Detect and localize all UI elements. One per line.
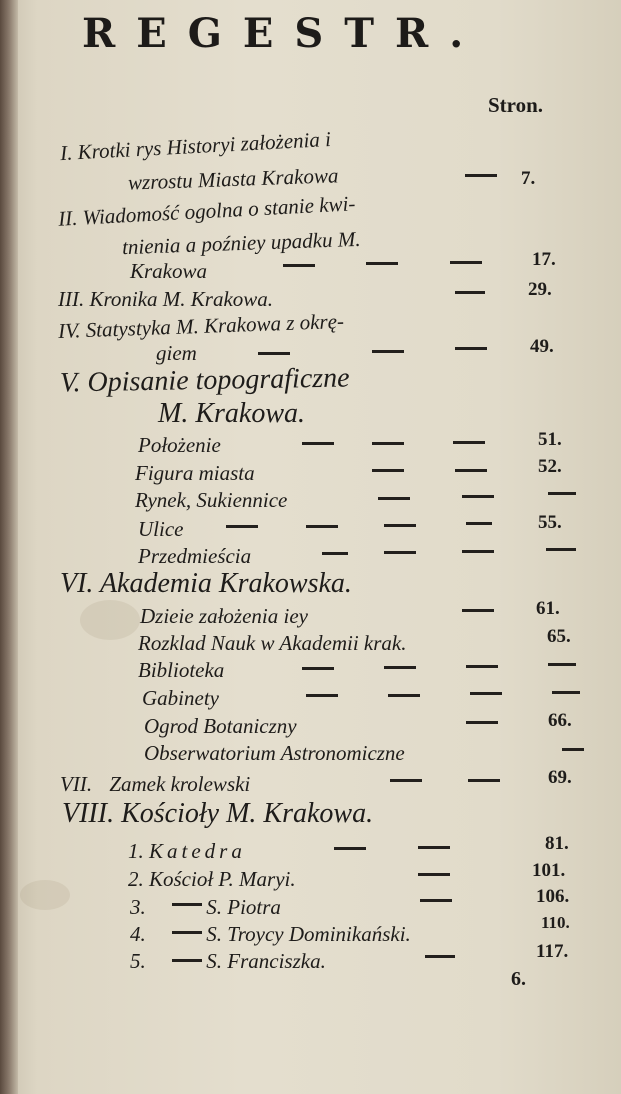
leader-dash <box>378 497 410 500</box>
leader-dash <box>418 846 450 849</box>
leader-dash <box>455 347 487 350</box>
leader-dash <box>384 551 416 554</box>
roman-numeral: I. <box>59 140 74 166</box>
sub-entry-label: Ogrod Botaniczny <box>144 714 297 738</box>
leader-dash <box>302 667 334 670</box>
toc-entry-1 <box>60 126 332 166</box>
leader-dash <box>465 174 497 177</box>
leader-dash <box>302 442 334 445</box>
entry-title-line: Statystyka M. Krakowa z okrę- <box>85 309 345 343</box>
sub-entry-label: Przedmieścia <box>138 544 252 568</box>
leader-dash <box>552 691 580 694</box>
leader-dash <box>455 469 487 472</box>
toc-entry-3 <box>58 286 273 312</box>
leader-dash <box>425 955 455 958</box>
sub-entry-label: S. Piotra <box>206 895 281 919</box>
page-number: 110. <box>541 913 570 932</box>
leader-dash <box>366 262 398 265</box>
page-number: 7. <box>521 168 536 189</box>
paper-stain <box>80 600 140 640</box>
sub-entry-label: Figura miasta <box>135 461 255 485</box>
sub-entry-row <box>128 838 246 864</box>
leader-dash <box>466 721 498 724</box>
leader-dash <box>384 524 416 527</box>
entry-title-line: Krotki rys Historyi założenia i <box>77 126 332 165</box>
entry-title-line: tnienia a poźniey upadku M. <box>121 226 361 260</box>
sub-entry-label: Rynek, Sukiennice <box>135 488 288 512</box>
leader-dash <box>462 495 494 498</box>
page-number: 101. <box>532 860 566 881</box>
sub-entry-label: Katedra <box>149 839 246 863</box>
toc-entry-4 <box>58 308 345 344</box>
sub-entry-label: Dzieie założenia iey <box>140 604 308 628</box>
entry-title-line: Krakowa <box>130 259 208 283</box>
roman-numeral: VI. <box>60 568 94 599</box>
leader-dash <box>372 350 404 353</box>
leader-dash <box>462 550 494 553</box>
item-number: 1. <box>128 839 144 863</box>
book-spine-shadow <box>0 0 18 1094</box>
item-number: 2. <box>128 867 144 891</box>
roman-numeral: V. <box>59 367 81 399</box>
entry-title-line: Kościoły M. Krakowa. <box>121 798 374 829</box>
leader-dash <box>470 692 502 695</box>
entry-title-line: giem <box>156 341 197 365</box>
entry-title-line: Akademia Krakowska. <box>99 568 352 599</box>
entry-title-line: wzrostu Miasta Krakowa <box>127 163 339 195</box>
item-number: 3. <box>130 895 146 919</box>
leader-dash <box>546 548 576 551</box>
sub-entry-label: Rozklad Nauk w Akademii krak. <box>138 631 407 655</box>
roman-numeral: VII. <box>60 772 93 796</box>
sub-entry-label: Ulice <box>138 517 184 541</box>
page-number: 61. <box>536 598 560 619</box>
leader-dash <box>418 873 450 876</box>
sub-entry-label: Biblioteka <box>138 658 225 682</box>
leader-dash <box>450 261 482 264</box>
leader-dash <box>384 666 416 669</box>
toc-entry-5 <box>60 362 350 399</box>
page-number: 117. <box>536 941 569 962</box>
leader-dash <box>562 748 584 751</box>
column-header-pages: Stron. <box>488 93 544 117</box>
entry-title-line: Opisanie topograficzne <box>87 362 350 399</box>
roman-numeral: VIII. <box>62 798 115 829</box>
leader-dash <box>172 959 202 962</box>
leader-dash <box>334 847 366 850</box>
sub-entry-label: Kościoł P. Maryi. <box>149 867 296 891</box>
page-number: 66. <box>548 710 572 731</box>
leader-dash <box>172 931 202 934</box>
item-number: 5. <box>130 949 146 973</box>
sub-entry-label: Gabinety <box>142 686 219 710</box>
leader-dash <box>306 525 338 528</box>
page-title: REGESTR. <box>82 10 485 57</box>
leader-dash <box>172 903 202 906</box>
page-number: 51. <box>538 429 562 450</box>
roman-numeral: III. <box>58 287 85 311</box>
page-number: 17. <box>532 249 556 270</box>
leader-dash <box>548 492 576 495</box>
page-number: 52. <box>538 456 562 477</box>
leader-dash <box>466 522 492 525</box>
leader-dash <box>468 779 500 782</box>
toc-entry-2 <box>58 190 356 232</box>
paper-stain <box>20 880 70 910</box>
signature-mark: 6. <box>511 968 526 990</box>
roman-numeral: IV. <box>57 318 81 343</box>
page-number: 49. <box>530 336 554 357</box>
toc-entry-8 <box>62 798 373 830</box>
leader-dash <box>226 525 258 528</box>
leader-dash <box>283 264 315 267</box>
leader-dash <box>306 694 338 697</box>
page-number: 65. <box>547 626 571 647</box>
leader-dash <box>322 552 348 555</box>
leader-dash <box>462 609 494 612</box>
roman-numeral: II. <box>57 205 79 231</box>
entry-title-line: Wiadomość ogolna o stanie kwi- <box>82 191 356 230</box>
page-number: 55. <box>538 512 562 533</box>
toc-entry-7 <box>60 771 250 797</box>
page-number: 106. <box>536 886 570 907</box>
leader-dash <box>390 779 422 782</box>
page-number: 29. <box>528 279 552 300</box>
leader-dash <box>548 663 576 666</box>
sub-entry-label: S. Franciszka. <box>206 949 326 973</box>
item-number: 4. <box>130 922 146 946</box>
leader-dash <box>372 442 404 445</box>
entry-title-line: Zamek krolewski <box>109 772 251 796</box>
sub-entry-label: Obserwatorium Astronomiczne <box>144 741 405 765</box>
sub-entry-row <box>130 921 411 947</box>
leader-dash <box>455 291 485 294</box>
sub-entry-row <box>130 948 326 974</box>
leader-dash <box>420 899 452 902</box>
leader-dash <box>466 665 498 668</box>
entry-title-line: Kronika M. Krakowa. <box>89 287 274 311</box>
sub-entry-label: Położenie <box>138 433 221 457</box>
leader-dash <box>453 441 485 444</box>
leader-dash <box>258 352 290 355</box>
toc-entry-6 <box>60 568 352 600</box>
leader-dash <box>372 469 404 472</box>
entry-title-line: M. Krakowa. <box>158 398 305 429</box>
sub-entry-row <box>130 894 281 920</box>
page-number: 69. <box>548 767 572 788</box>
sub-entry-row <box>128 866 296 892</box>
page-number: 81. <box>545 833 569 854</box>
leader-dash <box>388 694 420 697</box>
sub-entry-label: S. Troycy Dominikański. <box>206 922 411 946</box>
